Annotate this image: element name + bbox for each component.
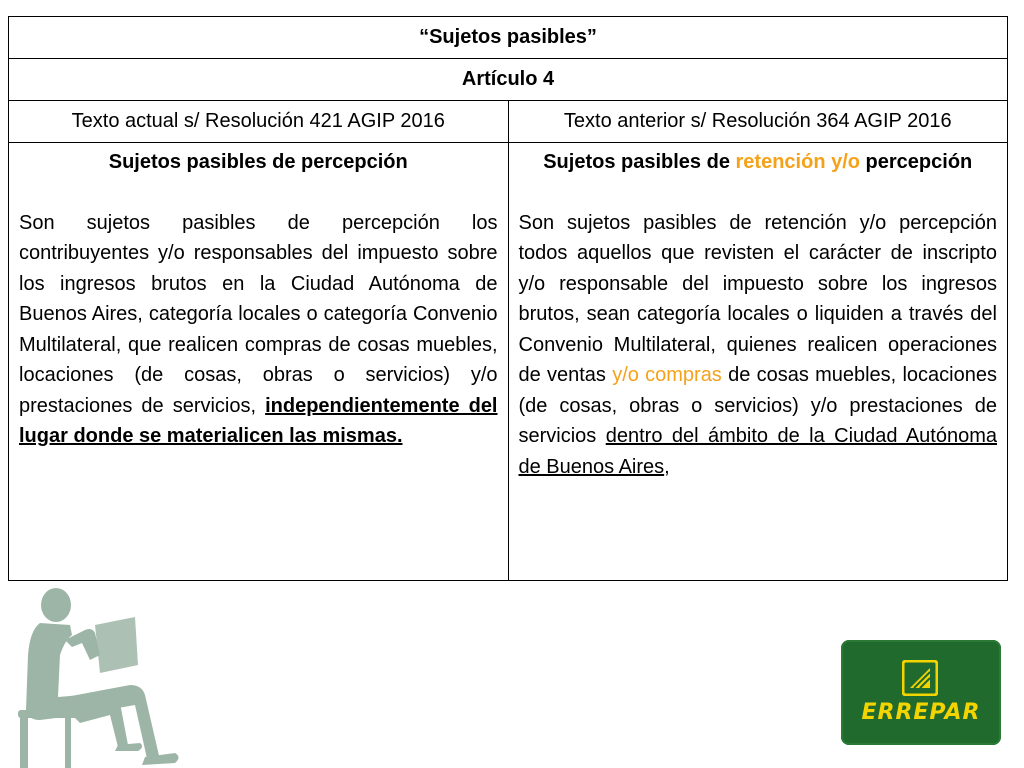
table-title: “Sujetos pasibles” [9,17,1008,59]
right-heading-pre: Sujetos pasibles de [543,151,736,173]
right-paragraph-part1: Son sujetos pasibles de retención y/o percepción todos aquellos que revisten el carácter de inscripto y/o responsable del impuesto sobre los ingresos brutos, sean categoría locales o liquiden a través del Convenio Multilateral, quienes realicen operaciones de ventas [518,211,997,386]
left-column-header: Texto actual s/ Resolución 421 AGIP 2016 [9,101,509,143]
left-paragraph-text: Son sujetos pasibles de percepción los contribuyentes y/o responsables del impuesto sobre los ingresos brutos en la Ciudad Autónoma de Buenos Aires, categoría locales o categoría Convenio Multilateral, que realicen compras de cosas muebles, locaciones (de cosas, obras o servicios) y/o prestaciones de servicios, [19,211,498,417]
right-paragraph-highlight: y/o compras [612,364,722,386]
right-paragraph-underlined: dentro del ámbito de la Ciudad Autónoma de Buenos Aires [518,425,997,478]
left-paragraph [19,208,498,452]
left-column-body [9,143,509,581]
right-paragraph-end: , [664,455,670,478]
errepar-emblem-icon [902,660,938,696]
right-heading [519,147,998,178]
left-paragraph-emphasis: independientemente del lugar donde se materialicen las mismas. [19,394,498,447]
seated-man-reading-silhouette-icon [10,585,210,768]
errepar-logo-text: ERREPAR [861,700,981,725]
right-paragraph [519,208,998,483]
errepar-logo [841,640,1001,745]
right-heading-post: percepción [860,151,973,173]
right-paragraph-part2: de cosas muebles, locaciones (de cosas, obras o servicios) y/o prestaciones de servicios [518,364,997,447]
right-spacer [519,178,998,208]
left-spacer [19,178,498,208]
table-subtitle: Artículo 4 [9,59,1008,101]
left-heading: Sujetos pasibles de percepción [108,151,408,173]
right-heading-highlight: retención y/o [735,151,860,173]
comparison-table [8,16,1008,581]
right-column-body [508,143,1008,581]
right-column-header: Texto anterior s/ Resolución 364 AGIP 2016 [508,101,1008,143]
